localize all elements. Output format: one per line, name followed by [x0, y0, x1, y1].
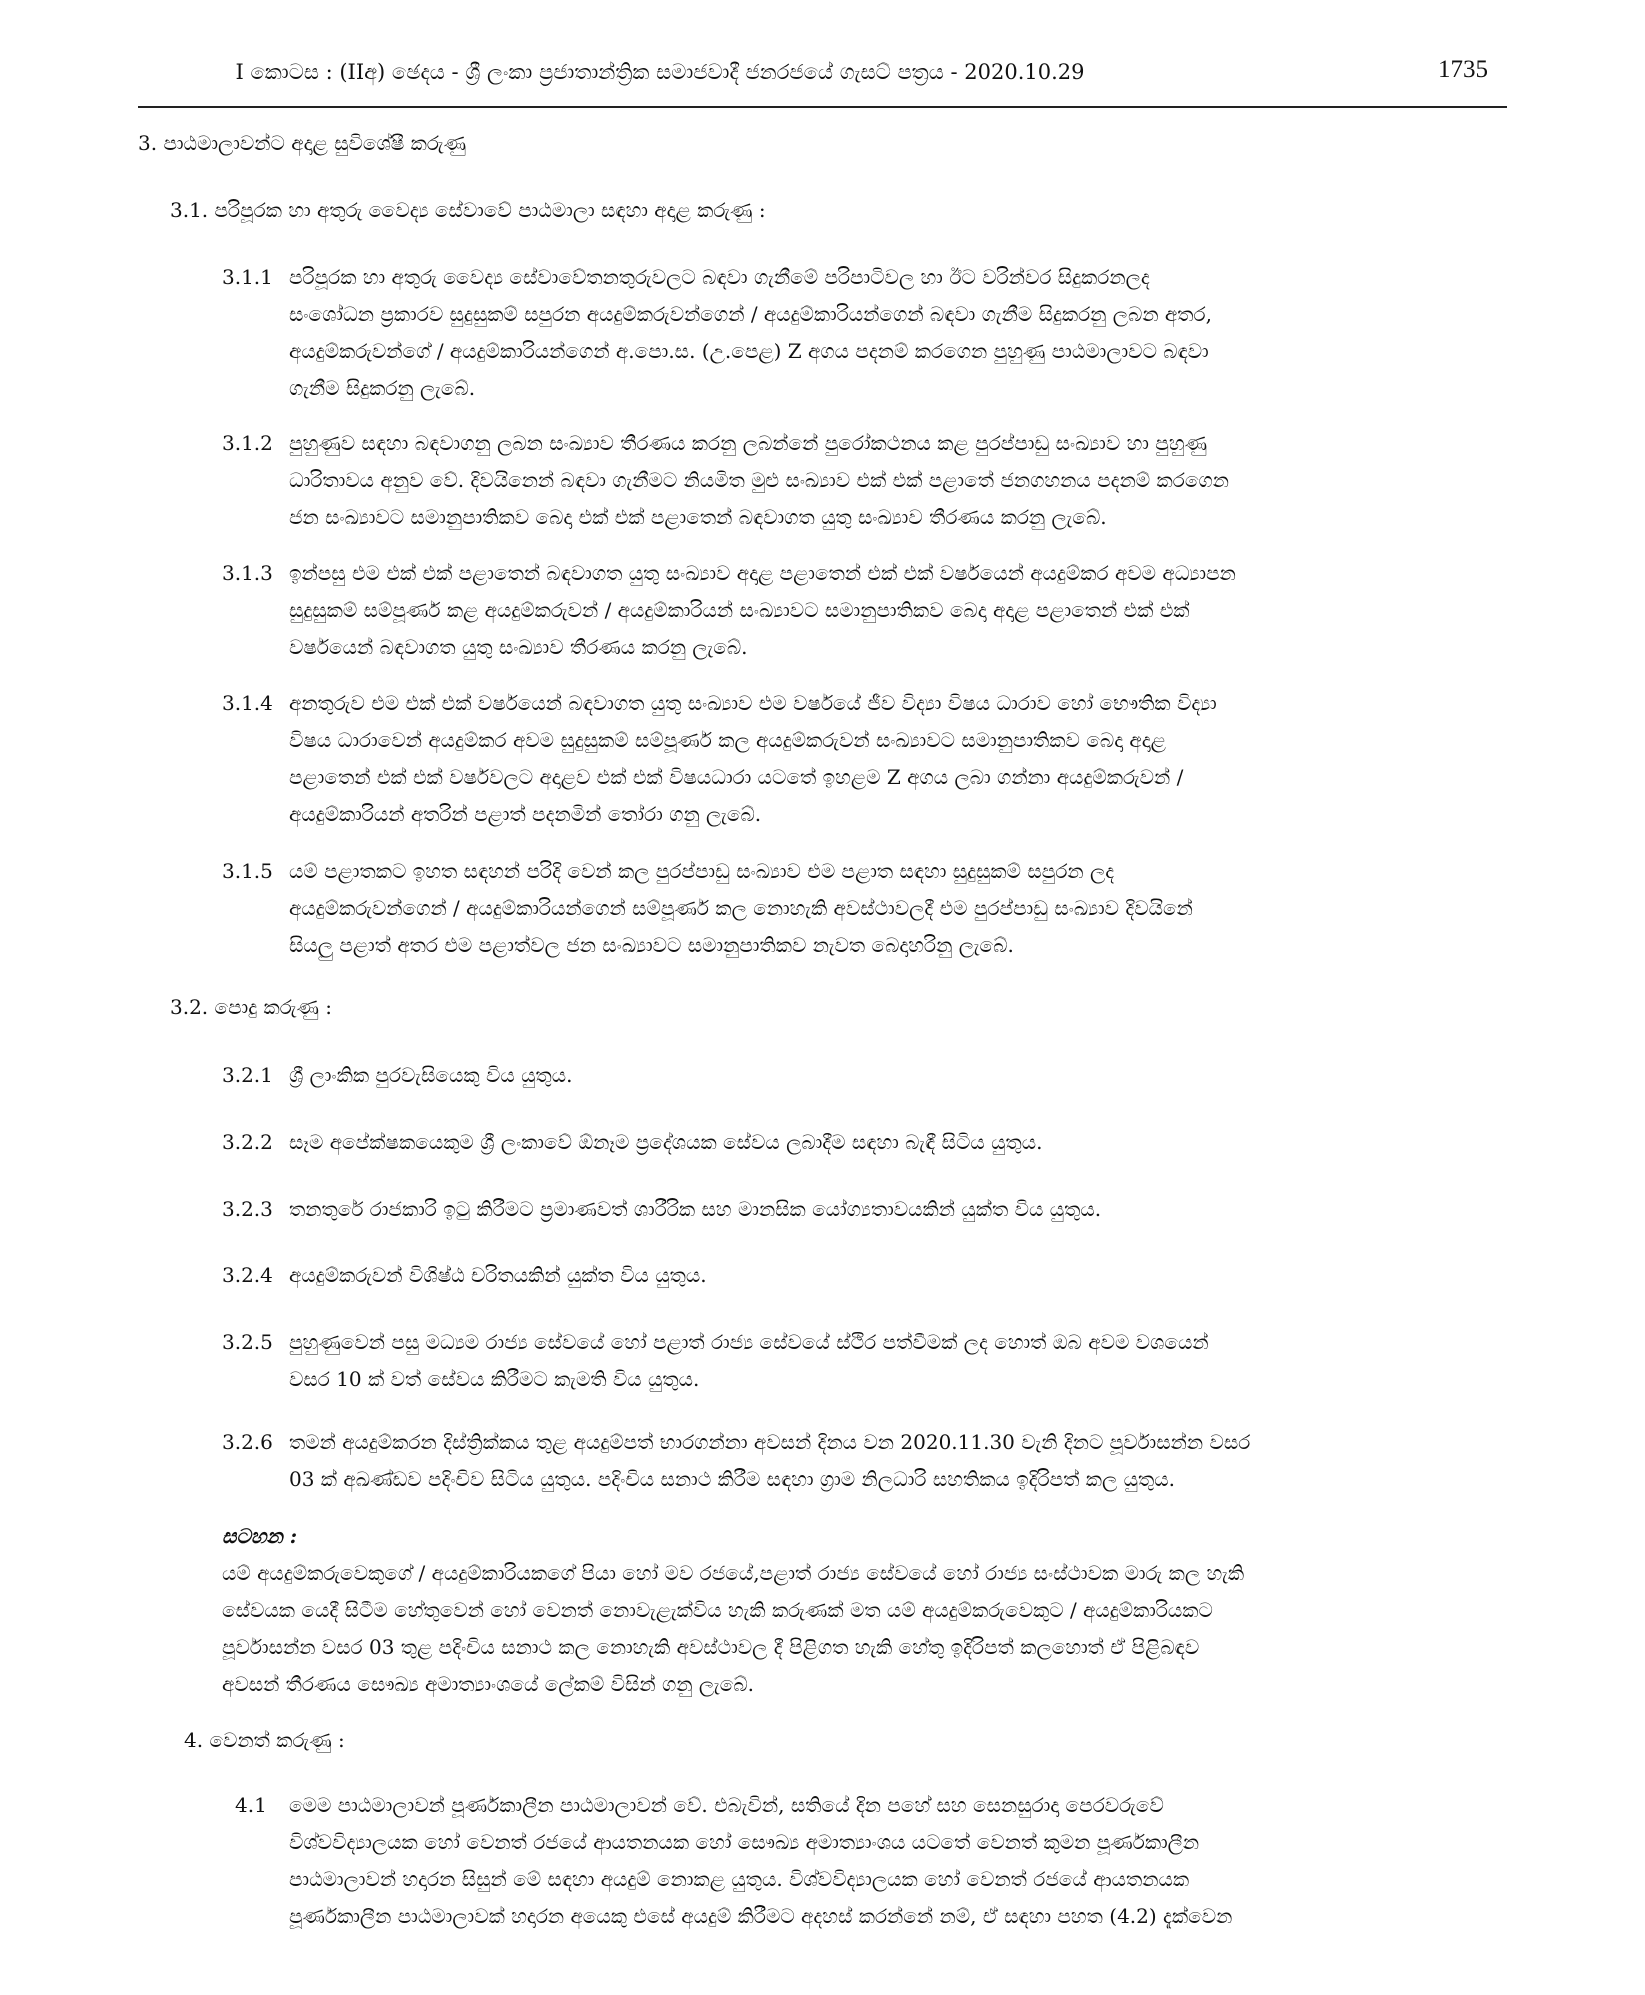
paragraph-3-2-5 [289, 1324, 1478, 1398]
line: මෙම පාඨමාලාවන් පූර්ණකාලීන පාඨමාලාවන් වේ. එබැවින්, සතියේ දින පහේ සහ සෙනසුරාදා පෙරවරුවේ [289, 1793, 1164, 1817]
line: සෑම අපේක්ෂකයෙකුම ශ්‍රී ලංකාවේ ඕනෑම ප්‍රදේශයක සේවය ලබාදීම සඳහා බැඳී සිටිය යුතුය. [289, 1130, 1043, 1154]
section-3-1-heading: 3.1. පරිපූරක හා අතුරු වෛද්‍ය සේවාවේ පාඨමාලා සඳහා අදාළ කරුණු : [170, 198, 766, 222]
line: අයදුම්කරුවන් විශිෂ්ඨ චරිතයකින් යුක්ත විය යුතුය. [289, 1263, 707, 1287]
section-3-2-heading: 3.2. පොදු කරුණු : [170, 995, 333, 1019]
item-number-3-2-5: 3.2.5 [222, 1330, 273, 1354]
line: ධාරිතාවය අනුව වේ. දිවයිනෙන් බඳවා ගැනීමට නියමිත මුළු සංඛ්‍යාව එක් එක් පළාතේ ජනගහනය පදනම් කරගෙන [289, 468, 1230, 492]
line: සේවයක යෙදී සිටීම හේතුවෙන් හෝ වෙනත් නොවැළැක්විය හැකි කරුණක් මත යම් අයදුම්කරුවෙකුට / අයදුම්කාරියකට [222, 1598, 1213, 1622]
line: යම් අයදුම්කරුවෙකුගේ / අයදුම්කාරියකගේ පියා හෝ මව රජයේ,පළාත් රාජ්‍ය සේවයේ හෝ රාජ්‍ය සංස්ථාවක මාරු කල හැකි [222, 1561, 1245, 1585]
line: පරිපූරක හා අතුරු වෛද්‍ය සේවාවේතනතුරුවලට බඳවා ගැනීමේ පරිපාටිවල හා ඊට වරින්වර සිදුකරනලද [289, 265, 1150, 289]
line: අනතුරුව එම එක් එක් වර්ෂයෙන් බඳවාගත යුතු සංඛ්‍යාව එම වර්ෂයේ ජීව විද්‍යා විෂය ධාරාව හෝ භෞතික විද්‍යා [289, 691, 1217, 715]
paragraph-4-1 [289, 1787, 1478, 1935]
item-number-3-1-2: 3.1.2 [222, 431, 273, 455]
item-number-3-2-6: 3.2.6 [222, 1430, 273, 1454]
line: අයදුම්කාරියන් අතරින් පළාත් පදනමින් තෝරා ගනු ලැබේ. [289, 802, 762, 826]
section-3-heading: 3. පාඨමාලාවන්ට අදාළ සුවිශේෂී කරුණු [138, 131, 467, 155]
line: සංශෝධන ප්‍රකාරව සුදුසුකම් සපුරන අයදුම්කරුවන්ගෙන් / අයදුම්කාරියන්ගෙන් බඳවා ගැනීම සිදුකරනු ලබන අතර, [289, 302, 1212, 326]
line: වර්ෂයෙන් බඳවාගත යුතු සංඛ්‍යාව තීරණය කරනු ලැබේ. [289, 635, 748, 659]
line: පළාතෙන් එක් එක් වර්ෂවලට අදාළව එක් එක් විෂයධාරා යටතේ ඉහළම Z අගය ලබා ගන්නා අයදුම්කරුවන් / [289, 765, 1184, 789]
line: තනතුරේ රාජකාරි ඉටු කිරීමට ප්‍රමාණවත් ශාරීරික සහ මානසික යෝග්‍යතාවයකින් යුක්ත විය යුතුය. [289, 1197, 1102, 1221]
section-4-heading: 4. වෙනත් කරුණු : [184, 1728, 345, 1752]
gazette-title: I කොටස : (IIඅ) ඡෙදය - ශ්‍රී ලංකා ප්‍රජාතාන්ත්‍රික සමාජවාදී ජනරජයේ ගැසට් පත්‍රය - 2020.10.29 [235, 60, 1085, 84]
note-paragraph [222, 1555, 1478, 1703]
line: වසර 10 ක් වත් සේවය කිරීමට කැමති විය යුතුය. [289, 1367, 700, 1391]
line: පාඨමාලාවන් හදාරන සිසුන් මේ සඳහා අයදුම් නොකළ යුතුය. විශ්වවිද්‍යාලයක හෝ වෙනත් රජයේ ආයතනයක [289, 1867, 1190, 1891]
paragraph-3-2-4 [289, 1257, 1478, 1294]
paragraph-3-2-6 [289, 1424, 1478, 1498]
line: විෂය ධාරාවෙන් අයදුම්කර අවම සුදුසුකම් සම්පූර්ණ කල අයදුම්කරුවන් සංඛ්‍යාවට සමානුපාතිකව බෙදා අදාළ [289, 728, 1166, 752]
line: විශ්වවිද්‍යාලයක හෝ වෙනත් රජයේ ආයතනයක හෝ සෞඛ්‍ය අමාත්‍යාංශය යටතේ වෙනත් කුමන පූර්ණකාලීන [289, 1830, 1200, 1854]
paragraph-3-2-3 [289, 1191, 1478, 1228]
line: සුදුසුකම් සම්පූර්ණ කළ අයදුම්කරුවන් / අයදුම්කාරියන් සංඛ්‍යාවට සමානුපාතිකව බෙදා අදාළ පළාතෙන් එක් එක් [289, 598, 1190, 622]
header-divider [138, 106, 1507, 108]
line: පුහුණුව සඳහා බඳවාගනු ලබන සංඛ්‍යාව තීරණය කරනු ලබන්නේ පුරෝකථනය කළ පුරප්පාඩු සංඛ්‍යාව හා පුහුණු [289, 431, 1208, 455]
paragraph-3-1-2 [289, 425, 1478, 536]
item-number-4-1: 4.1 [235, 1793, 267, 1817]
paragraph-3-1-1 [289, 259, 1478, 407]
line: අවසන් තීරණය සෞඛ්‍ය අමාත්‍යාංශයේ ලේකම් විසින් ගනු ලැබේ. [222, 1672, 755, 1696]
line: යම් පළාතකට ඉහත සඳහන් පරිදි වෙන් කල පුරප්පාඩු සංඛ්‍යාව එම පළාත සඳහා සුදුසුකම් සපුරන ලද [289, 859, 1115, 883]
line: ගැනීම සිදුකරනු ලැබේ. [289, 376, 476, 400]
paragraph-3-2-2 [289, 1124, 1478, 1161]
line: අයදුම්කරුවන්ගේ / අයදුම්කාරියන්ගෙන් අ.පො.ස. (උ.පෙළ) Z අගය පදනම් කරගෙන පුහුණු පාඨමාලාවට බඳවා [289, 339, 1209, 363]
paragraph-3-1-4 [289, 685, 1478, 833]
line: අයදුම්කරුවන්ගෙන් / අයදුම්කාරියන්ගෙන් සම්පූර්ණ කල නොහැකි අවස්ථාවලදී එම පුරප්පාඩු සංඛ්‍යාව දිවයිනේ [289, 896, 1193, 920]
paragraph-3-1-3 [289, 555, 1478, 666]
paragraph-3-2-1 [289, 1057, 1478, 1094]
line: සියලු පළාත් අතර එම පළාත්වල ජන සංඛ්‍යාවට සමානුපාතිකව නැවත බෙදාහරිනු ලැබේ. [289, 933, 1014, 957]
item-number-3-2-1: 3.2.1 [222, 1063, 273, 1087]
item-number-3-1-5: 3.1.5 [222, 859, 273, 883]
page-number: 1735 [1438, 56, 1488, 83]
line: 03 ක් අඛණ්ඩව පදිංචිව සිටිය යුතුය. පදිංචිය සනාථ කිරීම සඳහා ග්‍රාම නිලධාරි සහතිකය ඉදිරිපත් කල යුතුය. [289, 1467, 1176, 1491]
line: තමන් අයදුම්කරන දිස්ත්‍රික්කය තුළ අයදුම්පත් භාරගන්නා අවසන් දිනය වන 2020.11.30 වැනි දිනට පූර්වාසන්න වසර [289, 1430, 1251, 1454]
item-number-3-1-1: 3.1.1 [222, 265, 273, 289]
item-number-3-2-3: 3.2.3 [222, 1197, 273, 1221]
line: ඉන්පසු එම එක් එක් පළාතෙන් බඳවාගත යුතු සංඛ්‍යාව අදාළ පළාතෙන් එක් එක් වර්ෂයෙන් අයදුම්කර අවම අධ්‍යාපන [289, 561, 1236, 585]
paragraph-3-1-5 [289, 853, 1478, 964]
item-number-3-1-4: 3.1.4 [222, 691, 273, 715]
item-number-3-2-2: 3.2.2 [222, 1130, 273, 1154]
item-number-3-1-3: 3.1.3 [222, 561, 273, 585]
line: පූර්වාසන්න වසර 03 තුළ පදිංචිය සනාථ කල නොහැකි අවස්ථාවල දී පිළිගත හැකි හේතු ඉදිරිපත් කලහොත් ඒ පිළිබඳව [222, 1635, 1200, 1659]
line: පූර්ණකාලීන පාඨමාලාවක් හදාරන අයෙකු එසේ අයදුම් කිරීමට අදහස් කරන්නේ නම්, ඒ සඳහා පහත (4.2) දැක්වෙන [289, 1904, 1233, 1928]
page-header [0, 52, 1645, 102]
note-title: සටහන : [222, 1524, 298, 1548]
line: පුහුණුවෙන් පසු මධ්‍යම රාජ්‍ය සේවයේ හෝ පළාත් රාජ්‍ය සේවයේ ස්ථිර පත්වීමක් ලද හොත් ඔබ අවම වශයෙන් [289, 1330, 1209, 1354]
item-number-3-2-4: 3.2.4 [222, 1263, 273, 1287]
line: ශ්‍රී ලාංකික පුරවැසියෙකු විය යුතුය. [289, 1063, 573, 1087]
line: ජන සංඛ්‍යාවට සමානුපාතිකව බෙදා එක් එක් පළාතෙන් බඳවාගත යුතු සංඛ්‍යාව තීරණය කරනු ලැබේ. [289, 505, 1107, 529]
